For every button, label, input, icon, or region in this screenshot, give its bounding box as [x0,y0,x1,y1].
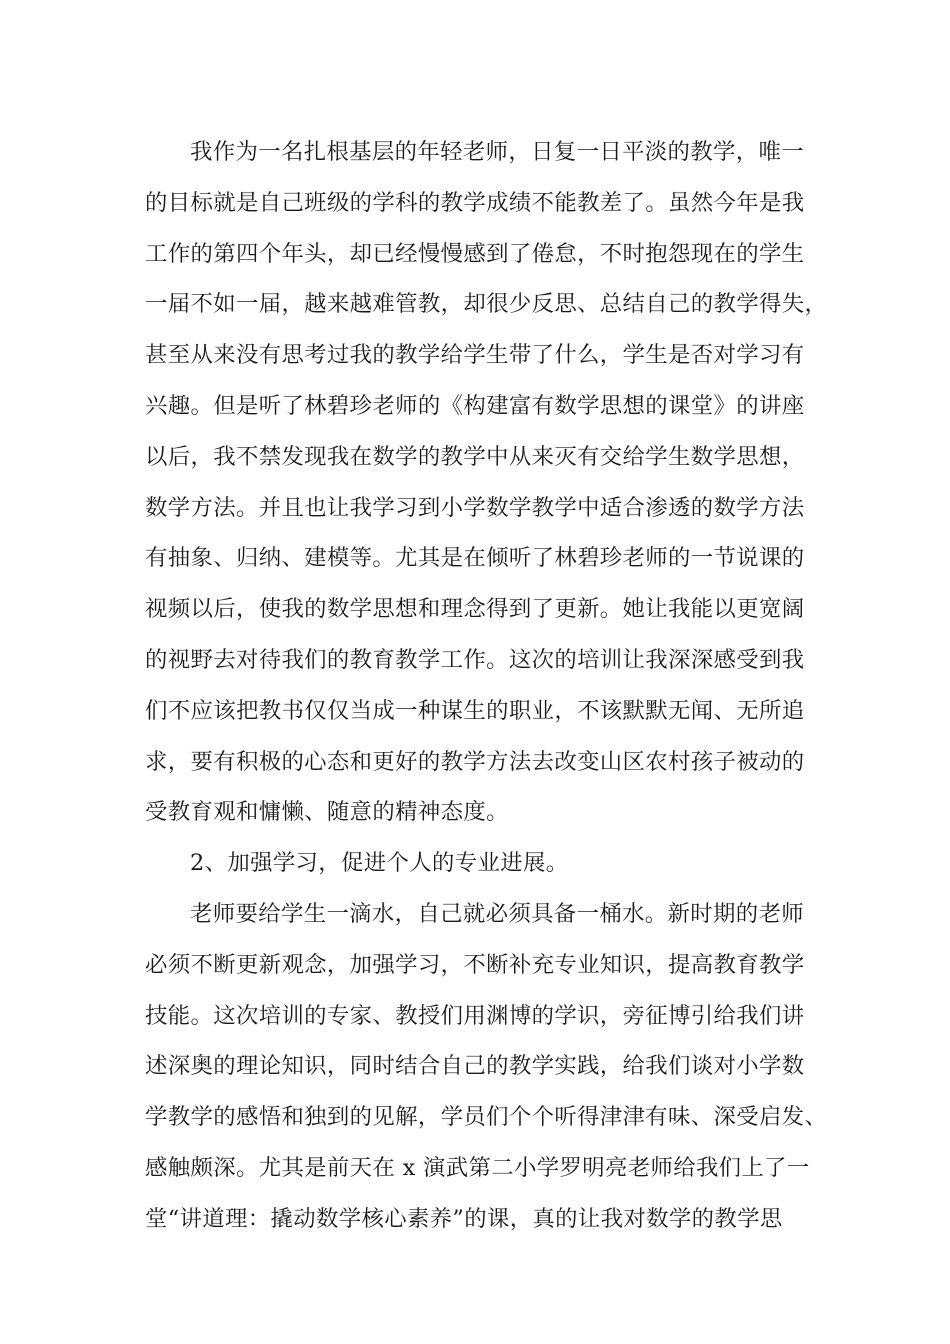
text-line: 的目标就是自己班级的学科的教学成绩不能教差了。虽然今年是我 [145,189,805,216]
text-line: 数学方法。并且也让我学习到小学数学教学中适合渗透的数学方法 [145,494,805,521]
text-line: 兴趣。但是听了林碧珍老师的《构建富有数学思想的课堂》的讲座 [145,392,805,419]
text-line: 2、加强学习，促进个人的专业进展。 [190,850,569,877]
text-line: 视频以后，使我的数学思想和理念得到了更新。她让我能以更宽阔 [145,596,805,623]
text-line: 有抽象、归纳、建模等。尤其是在倾听了林碧珍老师的一节说课的 [145,545,805,572]
text-line: 以后，我不禁发现我在数学的教学中从来灭有交给学生数学思想， [145,443,805,470]
text-line: 们不应该把教书仅仅当成一种谋生的职业，不该默默无闻、无所追 [145,697,805,724]
text-line: 受教育观和慵懒、随意的精神态度。 [145,799,509,826]
text-line: 求，要有积极的心态和更好的教学方法去改变山区农村孩子被动的 [145,748,805,775]
text-line: 一届不如一届，越来越难管教，却很少反思、总结自己的教学得失， [145,291,828,318]
text-line: 工作的第四个年头，却已经慢慢感到了倦怠，不时抱怨现在的学生 [145,240,805,267]
text-line: 述深奥的理论知识，同时结合自己的教学实践，给我们谈对小学数 [145,1053,805,1080]
text-line: 我作为一名扎根基层的年轻老师，日复一日平淡的教学，唯一 [190,139,804,165]
text-line: 堂“讲道理：撬动数学核心素养”的课，真的让我对数学的教学思 [145,1205,783,1232]
text-line: 必须不断更新观念，加强学习，不断补充专业知识，提高教育教学 [145,951,805,978]
text-line: 甚至从来没有思考过我的教学给学生带了什么，学生是否对学习有 [145,342,805,369]
text-line: 的视野去对待我们的教育教学工作。这次的培训让我深深感受到我 [145,646,805,673]
text-line: 感触颇深。尤其是前天在 x 演武第二小学罗明亮老师给我们上了一 [145,1154,810,1181]
text-line: 老师要给学生一滴水，自己就必须具备一桶水。新时期的老师 [190,900,804,927]
text-line: 技能。这次培训的专家、教授们用渊博的学识，旁征博引给我们讲 [145,1002,805,1029]
document-body [145,127,828,1245]
text-line: 学教学的感悟和独到的见解，学员们个个听得津津有味、深受启发、 [145,1104,828,1131]
